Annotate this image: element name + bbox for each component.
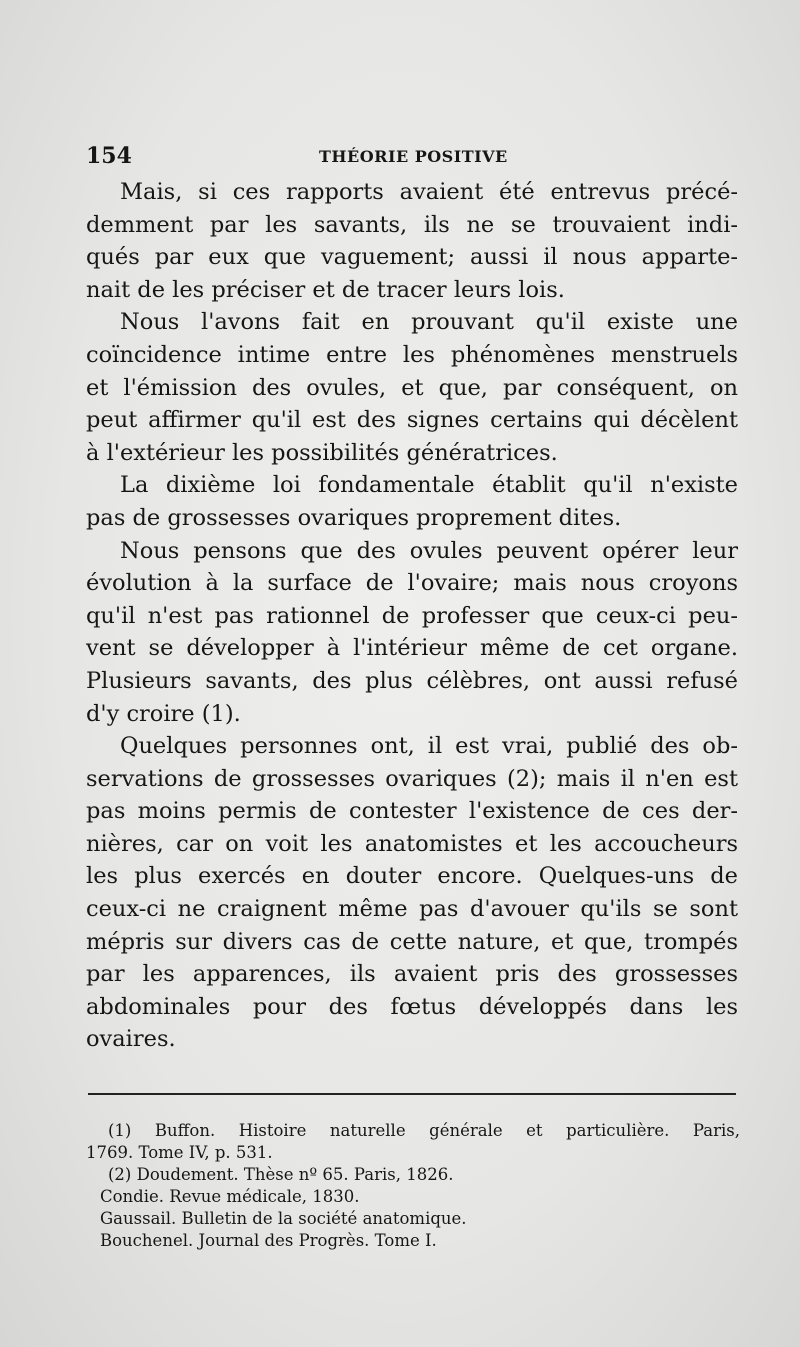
text-line: Plusieurs savants, des plus célèbres, ont aussi refusé bbox=[86, 667, 738, 694]
text-line: vent se développer à l'intérieur même de cet organe. bbox=[86, 635, 738, 662]
text-line: les plus exercés en douter encore. Quelques-uns de bbox=[86, 863, 738, 890]
footnote-divider bbox=[88, 1093, 736, 1095]
footnote-line: (1) Buffon. Histoire naturelle générale et particulière. Paris, bbox=[108, 1121, 740, 1140]
text-line: Nous l'avons fait en prouvant qu'il existe une bbox=[120, 309, 738, 336]
text-line: ovaires. bbox=[86, 1026, 176, 1053]
text-line: abdominales pour des fœtus développés dans les bbox=[86, 993, 738, 1020]
text-line: demment par les savants, ils ne se trouvaient indi- bbox=[86, 211, 738, 238]
text-line: pas de grossesses ovariques proprement dites. bbox=[86, 504, 622, 531]
text-line: La dixième loi fondamentale établit qu'il n'existe bbox=[120, 472, 738, 499]
text-line: peut affirmer qu'il est des signes certains qui décèlent bbox=[86, 407, 738, 434]
text-line: qu'il n'est pas rationnel de professer que ceux-ci peu- bbox=[86, 602, 738, 629]
text-line: servations de grossesses ovariques (2); mais il n'en est bbox=[86, 765, 738, 792]
text-line: qués par eux que vaguement; aussi il nous apparte- bbox=[86, 244, 738, 271]
footnote-line: (2) Doudement. Thèse nº 65. Paris, 1826. bbox=[108, 1165, 454, 1184]
footnote-line: Bouchenel. Journal des Progrès. Tome I. bbox=[100, 1231, 437, 1250]
text-line: à l'extérieur les possibilités génératrices. bbox=[86, 439, 558, 466]
text-line: Quelques personnes ont, il est vrai, publié des ob- bbox=[120, 733, 738, 760]
text-line: mépris sur divers cas de cette nature, et que, trompés bbox=[86, 928, 738, 955]
text-line: Nous pensons que des ovules peuvent opérer leur bbox=[120, 537, 738, 564]
page-number: 154 bbox=[86, 143, 132, 169]
footnote-line: Gaussail. Bulletin de la société anatomique. bbox=[100, 1209, 467, 1228]
text-line: évolution à la surface de l'ovaire; mais nous croyons bbox=[86, 570, 738, 597]
footnotes bbox=[86, 1120, 740, 1252]
text-line: et l'émission des ovules, et que, par conséquent, on bbox=[86, 374, 738, 401]
page-header bbox=[86, 143, 738, 171]
footnote-line: Condie. Revue médicale, 1830. bbox=[100, 1187, 360, 1206]
text-line: ceux-ci ne craignent même pas d'avouer qu'ils se sont bbox=[86, 896, 738, 923]
text-line: Mais, si ces rapports avaient été entrevus précé- bbox=[120, 179, 738, 205]
body-text bbox=[86, 176, 738, 1056]
text-line: pas moins permis de contester l'existence de ces der- bbox=[86, 798, 738, 825]
running-title: THÉORIE POSITIVE bbox=[319, 147, 508, 166]
text-line: coïncidence intime entre les phénomènes menstruels bbox=[86, 341, 738, 368]
footnote-line: 1769. Tome IV, p. 531. bbox=[86, 1143, 273, 1162]
text-line: nières, car on voit les anatomistes et les accoucheurs bbox=[86, 830, 738, 857]
text-line: d'y croire (1). bbox=[86, 700, 241, 727]
text-line: nait de les préciser et de tracer leurs lois. bbox=[86, 276, 565, 303]
text-line: par les apparences, ils avaient pris des grossesses bbox=[86, 961, 738, 988]
